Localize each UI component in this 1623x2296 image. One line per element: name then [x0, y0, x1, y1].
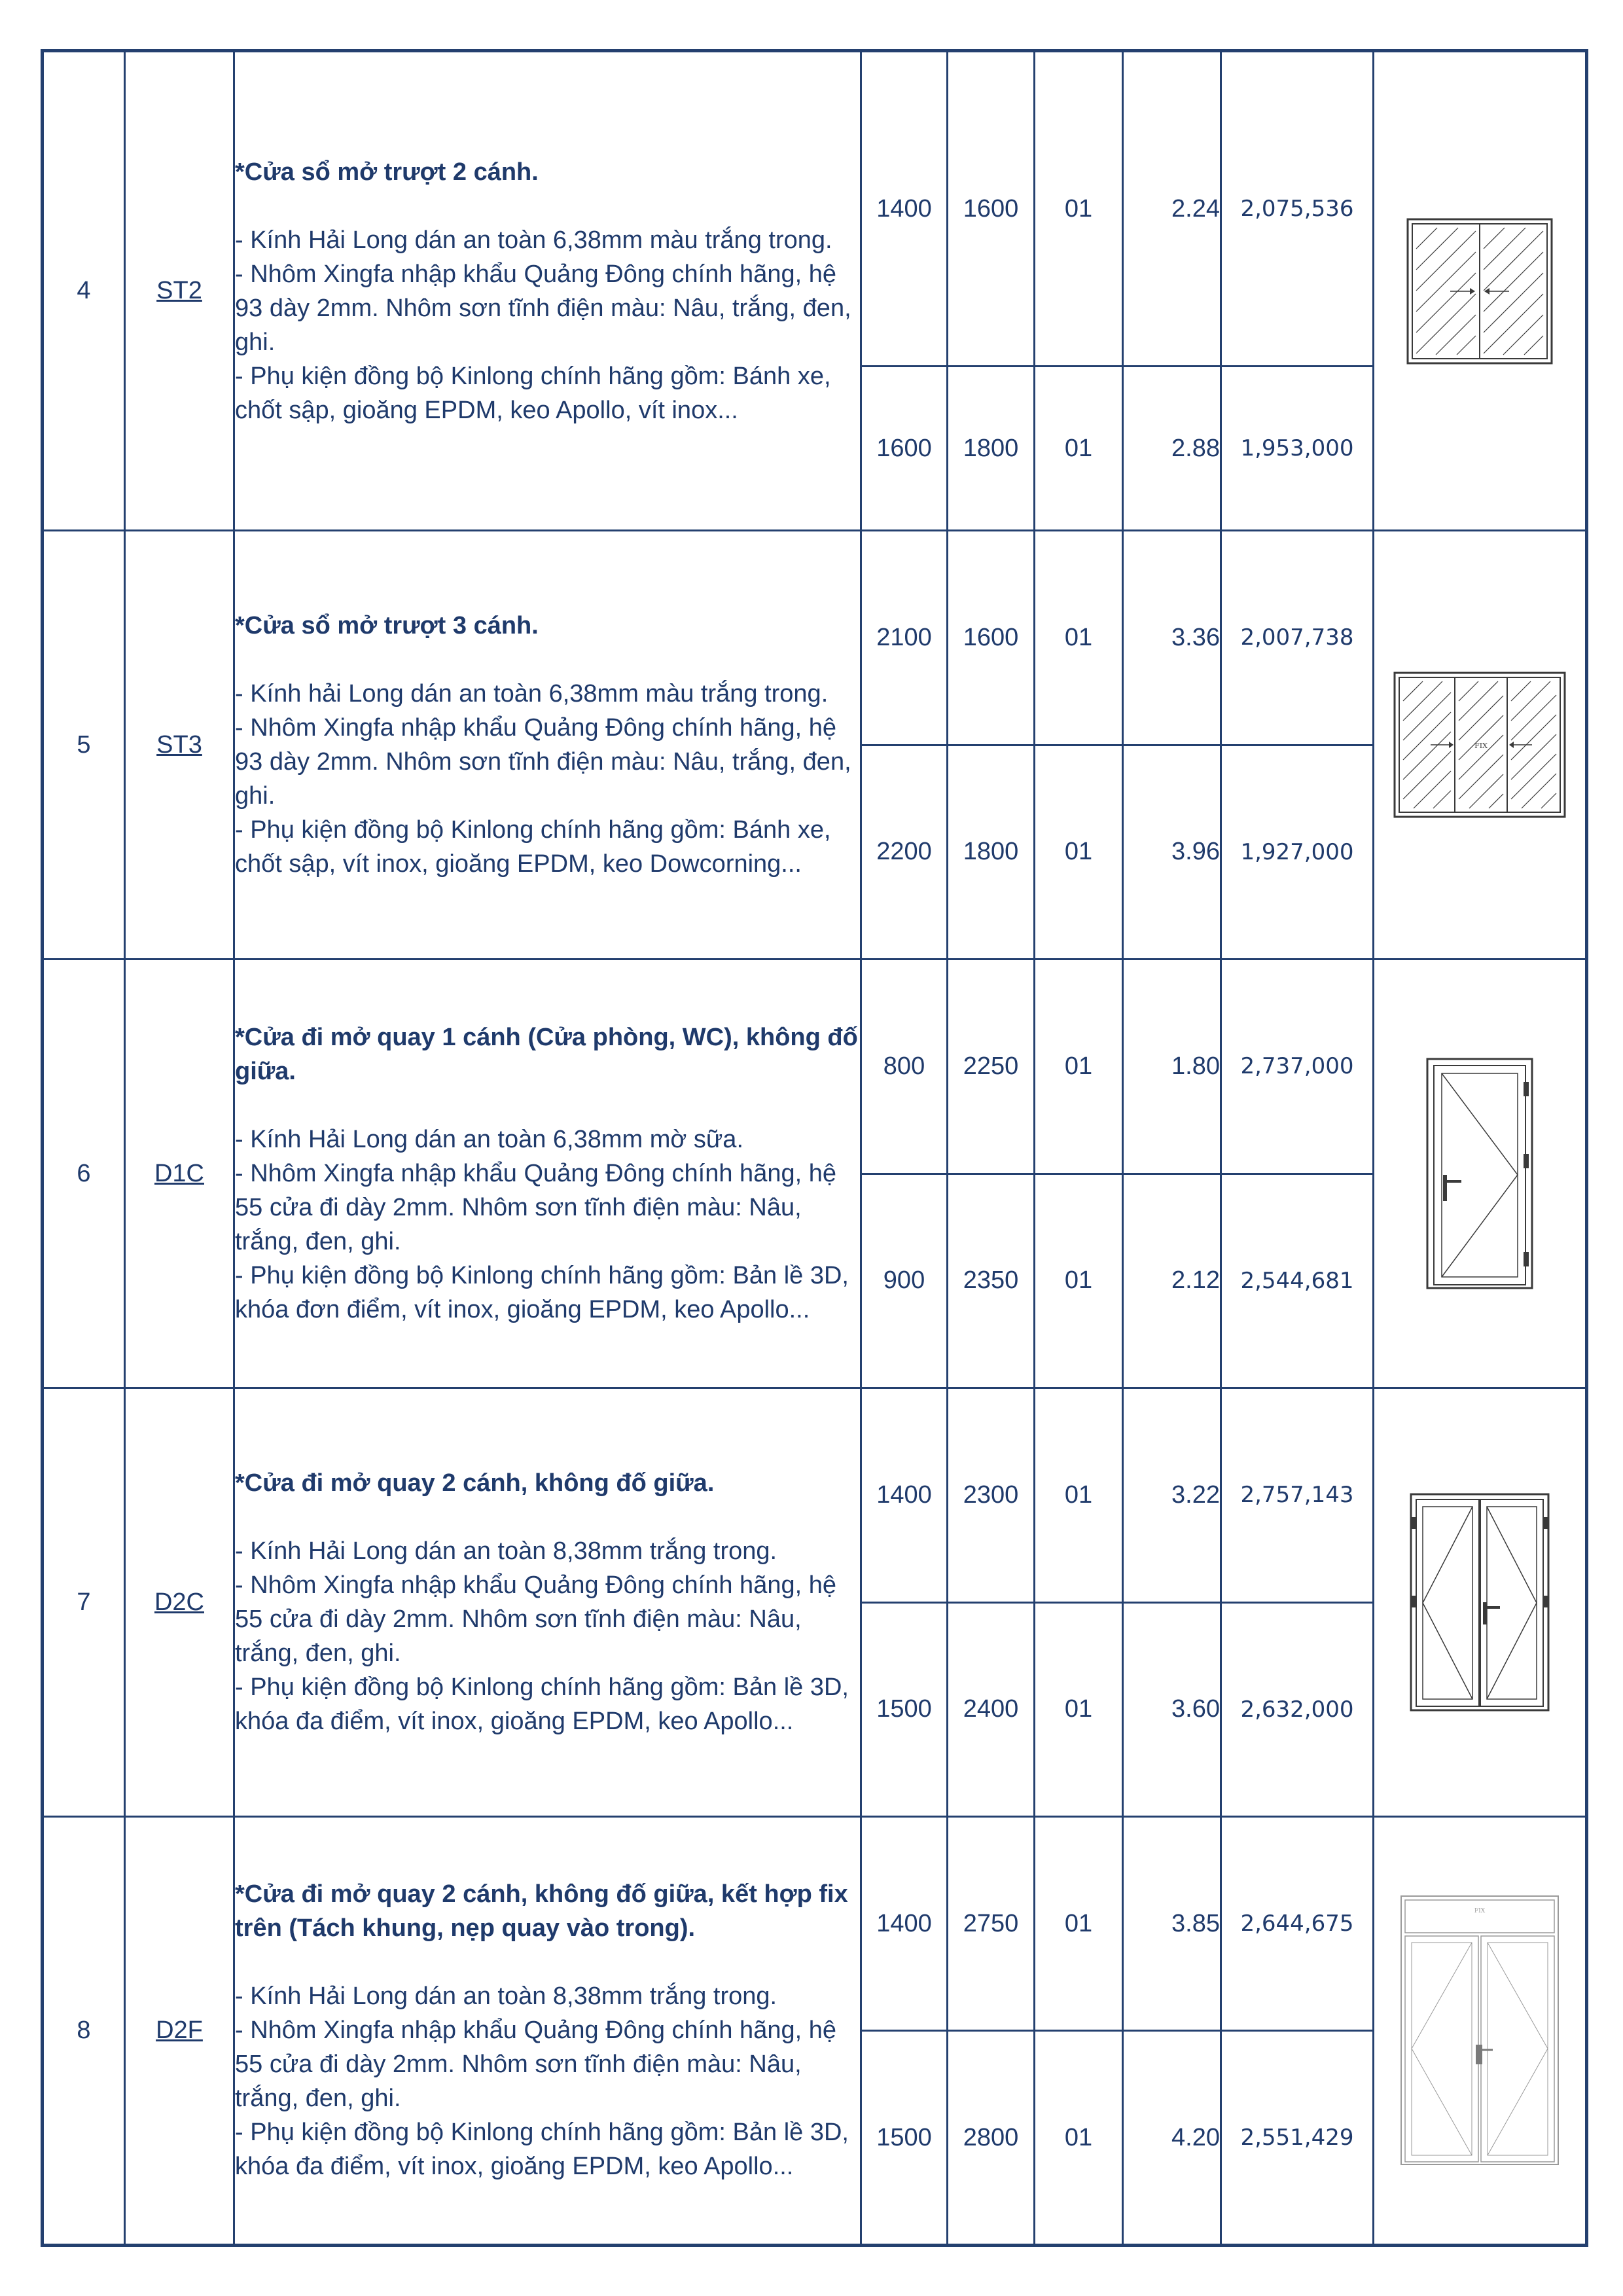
area-cell	[1123, 531, 1221, 745]
sliding-window-3-panel-drawing	[1374, 670, 1585, 820]
product-title: *Cửa sổ mở trượt 2 cánh.	[235, 158, 539, 186]
stt-value: 8	[77, 2016, 91, 2044]
width-cell	[861, 367, 948, 531]
product-specs	[235, 223, 860, 427]
price-value: 1,953,000	[1240, 435, 1354, 462]
w-value: 1400	[876, 1480, 932, 1509]
product-specs	[235, 1122, 860, 1327]
spec-line: - Kính Hải Long dán an toàn 6,38mm màu trắng trong.	[235, 226, 832, 254]
quantity-cell	[1035, 1816, 1123, 2030]
qty-value: 01	[1064, 1052, 1093, 1080]
height-cell	[948, 1816, 1035, 2030]
width-cell	[861, 745, 948, 959]
h-value: 1600	[963, 194, 1019, 223]
spec-line: - Phụ kiện đồng bộ Kinlong chính hãng gồm: Bánh xe, chốt sập, vít inox, gioăng EPDM, keo Dowcorning...	[235, 816, 831, 878]
area-value: 3.96	[1171, 838, 1220, 866]
area-value: 3.60	[1171, 1695, 1220, 1723]
quantity-cell	[1035, 51, 1123, 367]
qty-value: 01	[1064, 1480, 1093, 1509]
width-cell	[861, 960, 948, 1174]
table-row	[43, 1388, 1587, 1602]
product-title: *Cửa đi mở quay 2 cánh, không đố giữa, kết hợp fix trên (Tách khung, nẹp quay vào trong).	[235, 1880, 848, 1943]
height-cell	[948, 1602, 1035, 1816]
area-cell	[1123, 1174, 1221, 1388]
quantity-cell	[1035, 960, 1123, 1174]
qty-value: 01	[1064, 434, 1093, 462]
table-row	[43, 51, 1587, 367]
quantity-cell	[1035, 1388, 1123, 1602]
h-value: 1600	[963, 623, 1019, 651]
product-description	[234, 1388, 861, 1817]
quantity-cell	[1035, 1174, 1123, 1388]
price-value: 2,644,675	[1240, 1910, 1354, 1937]
price-cell	[1221, 960, 1374, 1174]
spec-line: - Kính hải Long dán an toàn 6,38mm màu trắng trong.	[235, 680, 829, 708]
area-cell	[1123, 1602, 1221, 1816]
price-value: 1,927,000	[1240, 838, 1354, 865]
product-code	[125, 531, 234, 960]
product-title: *Cửa đi mở quay 2 cánh, không đố giữa.	[235, 1469, 715, 1498]
w-value: 1400	[876, 194, 932, 223]
stt-value: 6	[77, 1159, 91, 1187]
product-code	[125, 1388, 234, 1817]
h-value: 2250	[963, 1052, 1019, 1080]
height-cell	[948, 531, 1035, 745]
svg-text:FIX: FIX	[1474, 1908, 1486, 1915]
area-cell	[1123, 1816, 1221, 2030]
h-value: 2800	[963, 2123, 1019, 2151]
area-cell	[1123, 960, 1221, 1174]
spec-line: - Kính Hải Long dán an toàn 8,38mm trắng trong.	[235, 1982, 777, 2011]
height-cell	[948, 960, 1035, 1174]
width-cell	[861, 1388, 948, 1602]
quantity-cell	[1035, 531, 1123, 745]
w-value: 900	[883, 1266, 925, 1295]
product-table-sheet	[41, 49, 1585, 2247]
w-value: 800	[883, 1052, 925, 1080]
product-description	[234, 1816, 861, 2245]
product-description	[234, 960, 861, 1388]
stt-value: 4	[77, 277, 91, 305]
price-cell	[1221, 745, 1374, 959]
price-cell	[1221, 531, 1374, 745]
area-value: 2.88	[1171, 434, 1220, 462]
qty-value: 01	[1064, 1266, 1093, 1295]
product-specs	[235, 1979, 860, 2183]
code-value: ST2	[156, 277, 202, 305]
quantity-cell	[1035, 367, 1123, 531]
spec-line: - Kính Hải Long dán an toàn 8,38mm trắng trong.	[235, 1537, 777, 1566]
area-cell	[1123, 745, 1221, 959]
svg-text:FIX: FIX	[1474, 742, 1488, 751]
row-number	[43, 1816, 125, 2245]
price-cell	[1221, 1602, 1374, 1816]
spec-line: - Phụ kiện đồng bộ Kinlong chính hãng gồm: Bản lề 3D, khóa đơn điểm, vít inox, gioăng EPDM, keo Apollo...	[235, 1262, 849, 1324]
price-value: 2,737,000	[1240, 1053, 1354, 1080]
price-value: 2,551,429	[1240, 2125, 1354, 2151]
price-cell	[1221, 1816, 1374, 2030]
area-value: 2.12	[1171, 1266, 1220, 1295]
height-cell	[948, 367, 1035, 531]
spec-line: - Nhôm Xingfa nhập khẩu Quảng Đông chính hãng, hệ 55 cửa đi dày 2mm. Nhôm sơn tĩnh điện màu: Nâu, trắng, đen, ghi.	[235, 2017, 836, 2113]
height-cell	[948, 1174, 1035, 1388]
height-cell	[948, 51, 1035, 367]
price-value: 2,632,000	[1240, 1696, 1354, 1723]
qty-value: 01	[1064, 623, 1093, 651]
code-value: D2C	[154, 1588, 205, 1616]
single-swing-door-drawing	[1374, 1056, 1585, 1291]
area-value: 4.20	[1171, 2123, 1220, 2151]
product-drawing	[1374, 1388, 1587, 1817]
price-value: 2,544,681	[1240, 1267, 1354, 1294]
product-specs	[235, 1534, 860, 1738]
table-row	[43, 531, 1587, 745]
h-value: 2750	[963, 1909, 1019, 1937]
area-value: 3.36	[1171, 623, 1220, 651]
qty-value: 01	[1064, 194, 1093, 223]
product-description	[234, 51, 861, 531]
area-value: 3.85	[1171, 1909, 1220, 1937]
product-specs	[235, 677, 860, 881]
product-code	[125, 960, 234, 1388]
area-cell	[1123, 51, 1221, 367]
stt-value: 7	[77, 1588, 91, 1616]
code-value: ST3	[156, 730, 202, 759]
double-swing-door-with-top-fix-drawing	[1374, 1893, 1585, 2168]
quantity-cell	[1035, 745, 1123, 959]
row-number	[43, 1388, 125, 1817]
price-cell	[1221, 1174, 1374, 1388]
quantity-cell	[1035, 1602, 1123, 1816]
spec-line: - Nhôm Xingfa nhập khẩu Quảng Đông chính hãng, hệ 93 dày 2mm. Nhôm sơn tĩnh điện màu: Nâu, trắng, đen, ghi.	[235, 714, 851, 810]
spec-line: - Kính Hải Long dán an toàn 6,38mm mờ sữa.	[235, 1126, 743, 1154]
product-title: *Cửa sổ mở trượt 3 cánh.	[235, 612, 539, 640]
double-swing-door-drawing	[1374, 1491, 1585, 1713]
w-value: 1400	[876, 1909, 932, 1937]
product-drawing	[1374, 531, 1587, 960]
h-value: 2350	[963, 1266, 1019, 1295]
product-code	[125, 1816, 234, 2245]
height-cell	[948, 2031, 1035, 2246]
height-cell	[948, 745, 1035, 959]
qty-value: 01	[1064, 1695, 1093, 1723]
spec-line: - Phụ kiện đồng bộ Kinlong chính hãng gồm: Bản lề 3D, khóa đa điểm, vít inox, gioăng EPDM, keo Apollo...	[235, 2119, 849, 2181]
spec-line: - Phụ kiện đồng bộ Kinlong chính hãng gồm: Bản lề 3D, khóa đa điểm, vít inox, gioăng EPDM, keo Apollo...	[235, 1674, 849, 1736]
sliding-window-2-panel-drawing	[1374, 216, 1585, 367]
spec-line: - Phụ kiện đồng bộ Kinlong chính hãng gồm: Bánh xe, chốt sập, gioăng EPDM, keo Apollo, vít inox...	[235, 362, 831, 424]
row-number	[43, 51, 125, 531]
width-cell	[861, 51, 948, 367]
product-code	[125, 51, 234, 531]
product-description	[234, 531, 861, 960]
area-cell	[1123, 367, 1221, 531]
area-cell	[1123, 2031, 1221, 2246]
row-number	[43, 531, 125, 960]
spec-line: - Nhôm Xingfa nhập khẩu Quảng Đông chính hãng, hệ 93 dày 2mm. Nhôm sơn tĩnh điện màu: Nâu, trắng, đen, ghi.	[235, 260, 851, 356]
width-cell	[861, 1816, 948, 2030]
h-value: 2400	[963, 1695, 1019, 1723]
price-value: 2,757,143	[1240, 1482, 1354, 1509]
price-value: 2,075,536	[1240, 196, 1354, 223]
area-value: 3.22	[1171, 1480, 1220, 1509]
width-cell	[861, 531, 948, 745]
price-cell	[1221, 1388, 1374, 1602]
stt-value: 5	[77, 730, 91, 759]
width-cell	[861, 2031, 948, 2246]
product-drawing	[1374, 1816, 1587, 2245]
w-value: 1600	[876, 434, 932, 462]
qty-value: 01	[1064, 1909, 1093, 1937]
area-cell	[1123, 1388, 1221, 1602]
area-value: 2.24	[1171, 194, 1220, 223]
height-cell	[948, 1388, 1035, 1602]
row-number	[43, 960, 125, 1388]
spec-line: - Nhôm Xingfa nhập khẩu Quảng Đông chính hãng, hệ 55 cửa đi dày 2mm. Nhôm sơn tĩnh điện màu: Nâu, trắng, đen, ghi.	[235, 1571, 836, 1668]
h-value: 2300	[963, 1480, 1019, 1509]
w-value: 2200	[876, 838, 932, 866]
product-drawing	[1374, 960, 1587, 1388]
spec-line: - Nhôm Xingfa nhập khẩu Quảng Đông chính hãng, hệ 55 cửa đi dày 2mm. Nhôm sơn tĩnh điện màu: Nâu, trắng, đen, ghi.	[235, 1160, 836, 1256]
area-value: 1.80	[1171, 1052, 1220, 1080]
table-row	[43, 960, 1587, 1174]
w-value: 2100	[876, 623, 932, 651]
product-drawing	[1374, 51, 1587, 531]
code-value: D2F	[156, 2016, 203, 2044]
qty-value: 01	[1064, 838, 1093, 866]
price-cell	[1221, 51, 1374, 367]
qty-value: 01	[1064, 2123, 1093, 2151]
quantity-cell	[1035, 2031, 1123, 2246]
price-value: 2,007,738	[1240, 624, 1354, 651]
door-window-price-table	[41, 49, 1588, 2247]
w-value: 1500	[876, 1695, 932, 1723]
price-cell	[1221, 367, 1374, 531]
price-cell	[1221, 2031, 1374, 2246]
code-value: D1C	[154, 1159, 205, 1187]
table-row	[43, 1816, 1587, 2030]
width-cell	[861, 1174, 948, 1388]
h-value: 1800	[963, 838, 1019, 866]
w-value: 1500	[876, 2123, 932, 2151]
product-title: *Cửa đi mở quay 1 cánh (Cửa phòng, WC), không đố giữa.	[235, 1024, 858, 1086]
h-value: 1800	[963, 434, 1019, 462]
width-cell	[861, 1602, 948, 1816]
